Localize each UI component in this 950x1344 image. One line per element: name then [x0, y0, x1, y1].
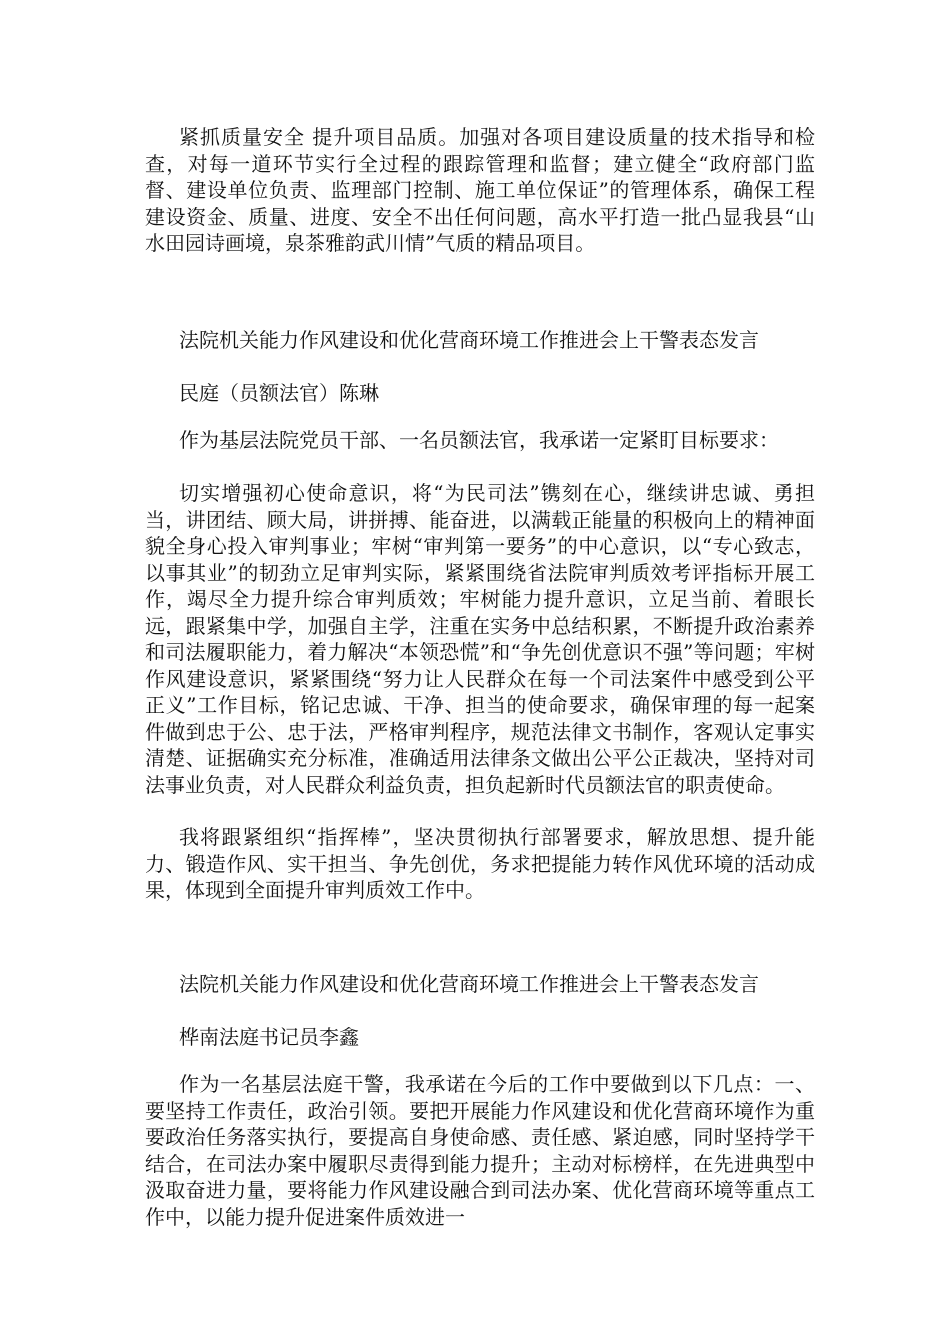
paragraph-commitment-body-1: 切实增强初心使命意识，将“为民司法”镌刻在心，继续讲忠诚、勇担当，讲团结、顾大局，讲拼搏、能奋进，以满载正能量的积极向上的精神面貌全身心投入审判事业；牢树“审判第一要务”的中心意识，以“专心致志，以事其业”的韧劲立足审判实际，紧紧围绕省法院审判质效考评指标开展工作，竭尽全力提升综合审判质效；牢树能力提升意识，立足当前、着眼长远，跟紧集中学，加强自主学，注重在实务中总结积累，不断提升政治素养和司法履职能力，着力解决“本领恐慌”和“争先创优意识不强”等问题；牢树作风建设意识，紧紧围绕“努力让人民群众在每一个司法案件中感受到公平正义”工作目标，铭记忠诚、干净、担当的使命要求，确保审理的每一起案件做到忠于公、忠于法，严格审判程序，规范法律文书制作，客观认定事实清楚、证据确实充分标准，准确适用法律条文做出公平公正裁决，坚持对司法事业负责，对人民群众利益负责，担负起新时代员额法官的职责使命。	[145, 481, 815, 797]
paragraph-commitment-body-2: 作为一名基层法庭干警，我承诺在今后的工作中要做到以下几点：一、要坚持工作责任，政治引领。要把开展能力作风建设和优化营商环境作为重要政治任务落实执行，要提高自身使命感、责任感、紧迫感，同时坚持学干结合，在司法办案中履职尽责得到能力提升；主动对标榜样，在先进典型中汲取奋进力量，要将能力作风建设融合到司法办案、优化营商环境等重点工作中，以能力提升促进案件质效进一	[145, 1072, 815, 1229]
section-author-2: 桦南法庭书记员李鑫	[179, 1025, 359, 1049]
paragraph-commitment-closing-1: 我将跟紧组织“指挥棒”，坚决贯彻执行部署要求，解放思想、提升能力、锻造作风、实干担当、争先创优，务求把提能力转作风优环境的活动成果，体现到全面提升审判质效工作中。	[145, 825, 815, 902]
section-title-2: 法院机关能力作风建设和优化营商环境工作推进会上干警表态发言	[179, 972, 759, 996]
section-title-1: 法院机关能力作风建设和优化营商环境工作推进会上干警表态发言	[179, 328, 759, 352]
section-author-1: 民庭（员额法官）陈琳	[179, 381, 379, 405]
paragraph-commitment-intro-1: 作为基层法院党员干部、一名员额法官，我承诺一定紧盯目标要求：	[179, 428, 779, 452]
paragraph-quality-safety: 紧抓质量安全 提升项目品质。加强对各项目建设质量的技术指导和检查，对每一道环节实行全过程的跟踪管理和监督；建立健全“政府部门监督、建设单位负责、监理部门控制、施工单位保证”的管理体系，确保工程建设资金、质量、进度、安全不出任何问题，高水平打造一批凸显我县“山水田园诗画境，泉茶雅韵武川情”气质的精品项目。	[145, 125, 815, 255]
